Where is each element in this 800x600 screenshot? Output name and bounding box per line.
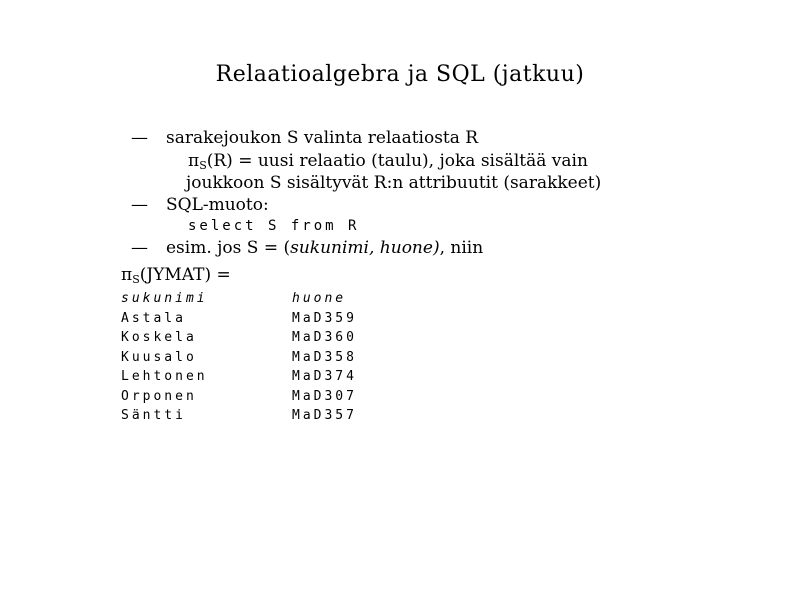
slide-title: Relaatioalgebra ja SQL (jatkuu): [215, 62, 585, 87]
cell-huone: MaD359: [292, 310, 357, 326]
table-row: [121, 387, 357, 407]
cell-huone: MaD374: [292, 369, 357, 385]
bullet-3-text: [166, 238, 483, 258]
example-prefix: esim. jos S = (: [166, 238, 291, 258]
cell-huone: MaD307: [292, 388, 357, 404]
cell-sukunimi: Kuusalo: [121, 349, 197, 365]
example-suffix: , niin: [439, 238, 484, 258]
table-header-row: [121, 289, 357, 309]
bullet-2-text: SQL-muoto:: [166, 195, 269, 215]
cell-sukunimi: Säntti: [121, 408, 186, 424]
cell-sukunimi: Orponen: [121, 388, 197, 404]
projection-definition: (R) = uusi relaatio (taulu), joka sisältää vain: [206, 151, 588, 171]
bullet-1-line3: joukkoon S sisältyvät R:n attribuutit (sarakkeet): [186, 173, 602, 193]
pi-symbol: π: [188, 151, 200, 171]
cell-sukunimi: Astala: [121, 310, 186, 326]
table-row: [121, 406, 357, 426]
bullet-dash-1: —: [131, 128, 148, 148]
pi-subscript: S: [132, 273, 140, 286]
table-row: [121, 348, 357, 368]
result-relation: (JYMAT) =: [139, 265, 231, 285]
bullet-dash-2: —: [131, 195, 148, 215]
pi-symbol: π: [121, 265, 133, 285]
bullet-1-text: sarakejoukon S valinta relaatiosta R: [166, 128, 479, 148]
header-huone: huone: [292, 291, 347, 307]
sql-code: select S from R: [188, 218, 360, 234]
header-sukunimi: sukunimi: [121, 291, 208, 307]
table-row: [121, 309, 357, 329]
cell-huone: MaD357: [292, 408, 357, 424]
result-label: [121, 265, 231, 290]
cell-huone: MaD358: [292, 349, 357, 365]
bullet-dash-3: —: [131, 238, 148, 258]
table-row: [121, 328, 357, 348]
pi-subscript: S: [199, 159, 207, 172]
result-table: [121, 289, 357, 426]
cell-sukunimi: Lehtonen: [121, 369, 208, 385]
cell-huone: MaD360: [292, 330, 357, 346]
cell-sukunimi: Koskela: [121, 330, 197, 346]
table-row: [121, 367, 357, 387]
example-attributes: sukunimi, huone): [290, 238, 440, 258]
